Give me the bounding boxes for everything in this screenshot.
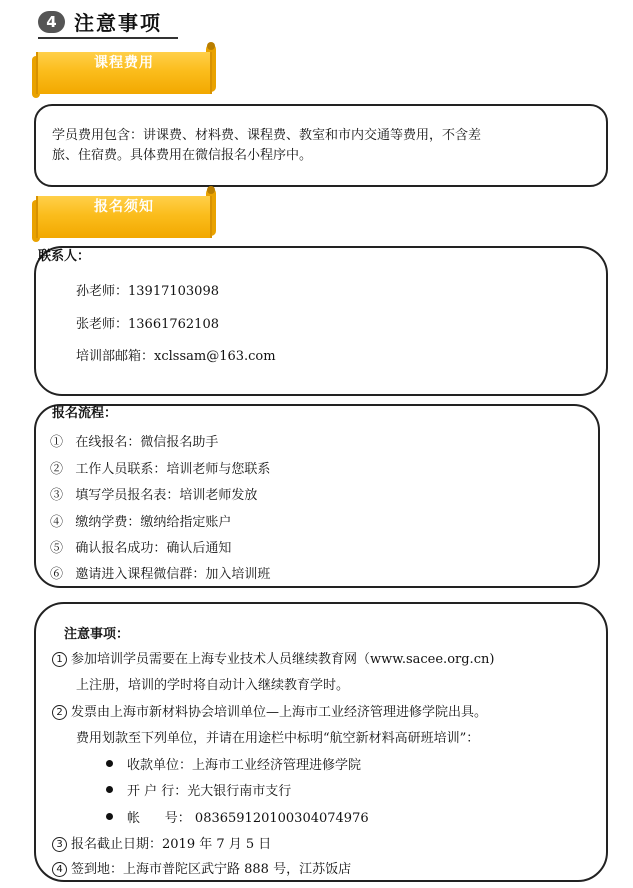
note-item-4: 4 签到地：上海市普陀区武宁路 888 号，江苏饭店 bbox=[52, 861, 351, 879]
note-item-1: 1 参加培训学员需要在上海专业技术人员继续教育网（www.sacee.org.cn) bbox=[52, 651, 494, 669]
section-title: 注意事项 bbox=[74, 11, 162, 35]
section-number-badge: 4 bbox=[38, 11, 65, 33]
section-underline bbox=[38, 37, 178, 39]
fee-text-line-2: 旅、住宿费。具体费用在微信报名小程序中。 bbox=[52, 148, 313, 163]
note-item-2: 2 发票由上海市新材料协会培训单位—上海市工业经济管理进修学院出具。 bbox=[52, 704, 487, 722]
process-step: ④ 缴纳学费：缴纳给指定账户 bbox=[50, 515, 232, 530]
contact-zhang: 张老师：13661762108 bbox=[76, 317, 219, 332]
scroll-knob-icon bbox=[207, 42, 215, 50]
fee-banner-label: 课程费用 bbox=[94, 55, 154, 71]
process-heading: 报名流程： bbox=[52, 406, 118, 421]
bank-account: 帐 号： 083659120100304074976 bbox=[106, 810, 369, 828]
process-step: ② 工作人员联系：培训老师与您联系 bbox=[50, 462, 271, 477]
contact-sun: 孙老师：13917103098 bbox=[76, 284, 219, 299]
section-header bbox=[38, 4, 178, 38]
note-item-3: 3 报名截止日期：2019 年 7 月 5 日 bbox=[52, 836, 271, 854]
fee-box bbox=[34, 104, 608, 187]
scroll-knob-icon bbox=[207, 186, 215, 194]
bank-name: 开 户 行：光大银行南市支行 bbox=[106, 783, 291, 801]
notes-heading: 注意事项： bbox=[64, 627, 130, 642]
process-step: ③ 填写学员报名表：培训老师发放 bbox=[50, 488, 258, 503]
note-item-1-cont: 上注册，培训的学时将自动计入继续教育学时。 bbox=[76, 678, 350, 693]
fee-text-line-1: 学员费用包含：讲课费、材料费、课程费、教室和市内交通等费用，不含差 bbox=[52, 128, 482, 143]
bank-payee: 收款单位：上海市工业经济管理进修学院 bbox=[106, 757, 361, 775]
process-step: ⑥ 邀请进入课程微信群：加入培训班 bbox=[50, 567, 271, 582]
bullet-icon bbox=[106, 813, 113, 820]
bullet-icon bbox=[106, 786, 113, 793]
signup-banner-label: 报名须知 bbox=[94, 199, 154, 215]
contact-email: 培训部邮箱：xclssam@163.com bbox=[76, 349, 276, 364]
note-item-2-cont: 费用划款至下列单位，并请在用途栏中标明“航空新材料高研班培训”： bbox=[76, 731, 480, 746]
bullet-icon bbox=[106, 760, 113, 767]
contacts-heading: 联系人： bbox=[38, 249, 91, 264]
process-step: ⑤ 确认报名成功：确认后通知 bbox=[50, 541, 232, 556]
process-step: ① 在线报名：微信报名助手 bbox=[50, 435, 219, 450]
